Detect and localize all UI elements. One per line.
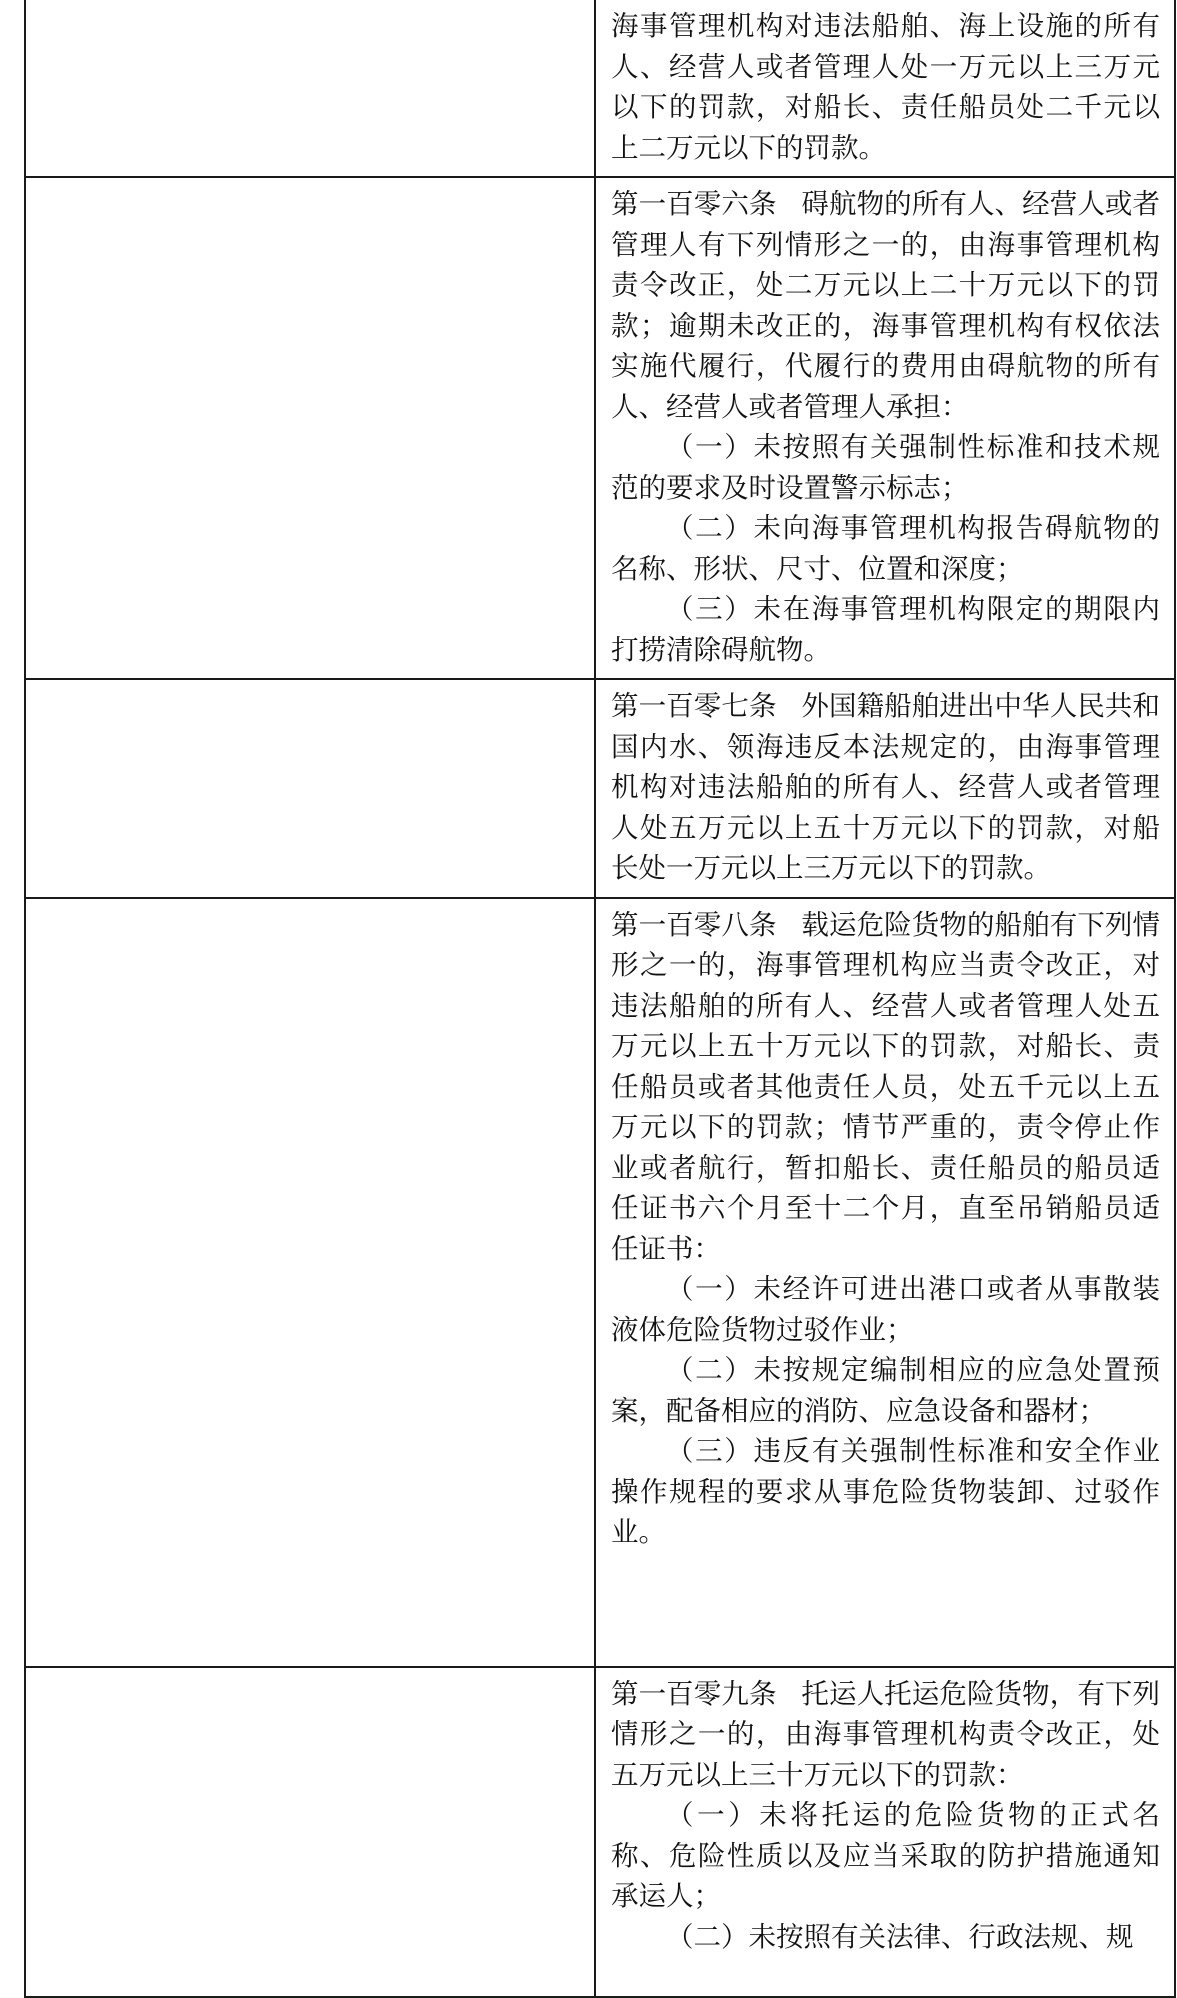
article-text: 托运人托运危险货物，有下列情形之一的，由海事管理机构责令改正，处五万元以上三十万元以下的罚款： <box>611 1677 1161 1791</box>
article-number: 第一百零八条 <box>611 908 777 941</box>
article-cell <box>595 1667 1175 1997</box>
article-item: （三）未在海事管理机构限定的期限内打捞清除碍航物。 <box>611 593 1160 666</box>
article-paragraph <box>611 905 1160 1270</box>
table-row <box>25 0 1175 177</box>
article-text: 外国籍船舶进出中华人民共和国内水、领海违反本法规定的，由海事管理机构对违法船舶的所有人、经营人或者管理人处五万元以上五十万元以下的罚款，对船长处一万元以上三万元以下的罚款。 <box>611 690 1161 884</box>
article-item: （一）未按照有关强制性标准和技术规范的要求及时设置警示标志； <box>611 431 1160 504</box>
article-cell <box>595 0 1175 177</box>
article-text: 载运危险货物的船舶有下列情形之一的，海事管理机构应当责令改正，对违法船舶的所有人、经营人或者管理人处五万元以上五十万元以下的罚款，对船长、责任船员或者其他责任人员，处五千元以上五万元以下的罚款；情节严重的，责令停止作业或者航行，暂扣船长、责任船员的船员适任证书六个月至十二个月，直至吊销船员适任证书： <box>611 908 1161 1265</box>
article-paragraph <box>611 184 1160 427</box>
article-number: 第一百零六条 <box>611 188 777 220</box>
article-item: （一）未经许可进出港口或者从事散装液体危险货物过驳作业； <box>611 1273 1160 1346</box>
article-cell <box>595 177 1175 679</box>
article-item: （二）未向海事管理机构报告碍航物的名称、形状、尺寸、位置和深度； <box>611 512 1160 585</box>
left-cell-empty <box>25 177 595 679</box>
article-number: 第一百零七条 <box>611 690 777 722</box>
article-item: （二）未按规定编制相应的应急处置预案，配备相应的消防、应急设备和器材； <box>611 1354 1160 1427</box>
table-row <box>25 898 1175 1667</box>
article-paragraph <box>611 1674 1160 1796</box>
table-row <box>25 177 1175 679</box>
law-comparison-table <box>24 0 1176 1998</box>
table-row <box>25 1667 1175 1997</box>
article-item: （一）未将托运的危险货物的正式名称、危险性质以及应当采取的防护措施通知承运人； <box>611 1799 1160 1912</box>
left-cell-empty <box>25 898 595 1667</box>
article-text: 碍航物的所有人、经营人或者管理人有下列情形之一的，由海事管理机构责令改正，处二万元以上二十万元以下的罚款；逾期未改正的，海事管理机构有权依法实施代履行，代履行的费用由碍航物的所有人、经营人或者管理人承担： <box>611 188 1161 423</box>
left-cell-empty <box>25 0 595 177</box>
article-item: （三）违反有关强制性标准和安全作业操作规程的要求从事危险货物装卸、过驳作业。 <box>611 1435 1160 1548</box>
article-paragraph <box>611 686 1160 889</box>
left-cell-empty <box>25 1667 595 1997</box>
left-cell-empty <box>25 679 595 898</box>
table-row <box>25 679 1175 898</box>
article-cell <box>595 898 1175 1667</box>
article-paragraph: 海事管理机构对违法船舶、海上设施的所有人、经营人或者管理人处一万元以上三万元以下的罚款，对船长、责任船员处二千元以上二万元以下的罚款。 <box>611 10 1160 164</box>
article-item: （二）未按照有关法律、行政法规、规 <box>666 1920 1134 1953</box>
article-cell <box>595 679 1175 898</box>
article-number: 第一百零九条 <box>611 1677 777 1710</box>
